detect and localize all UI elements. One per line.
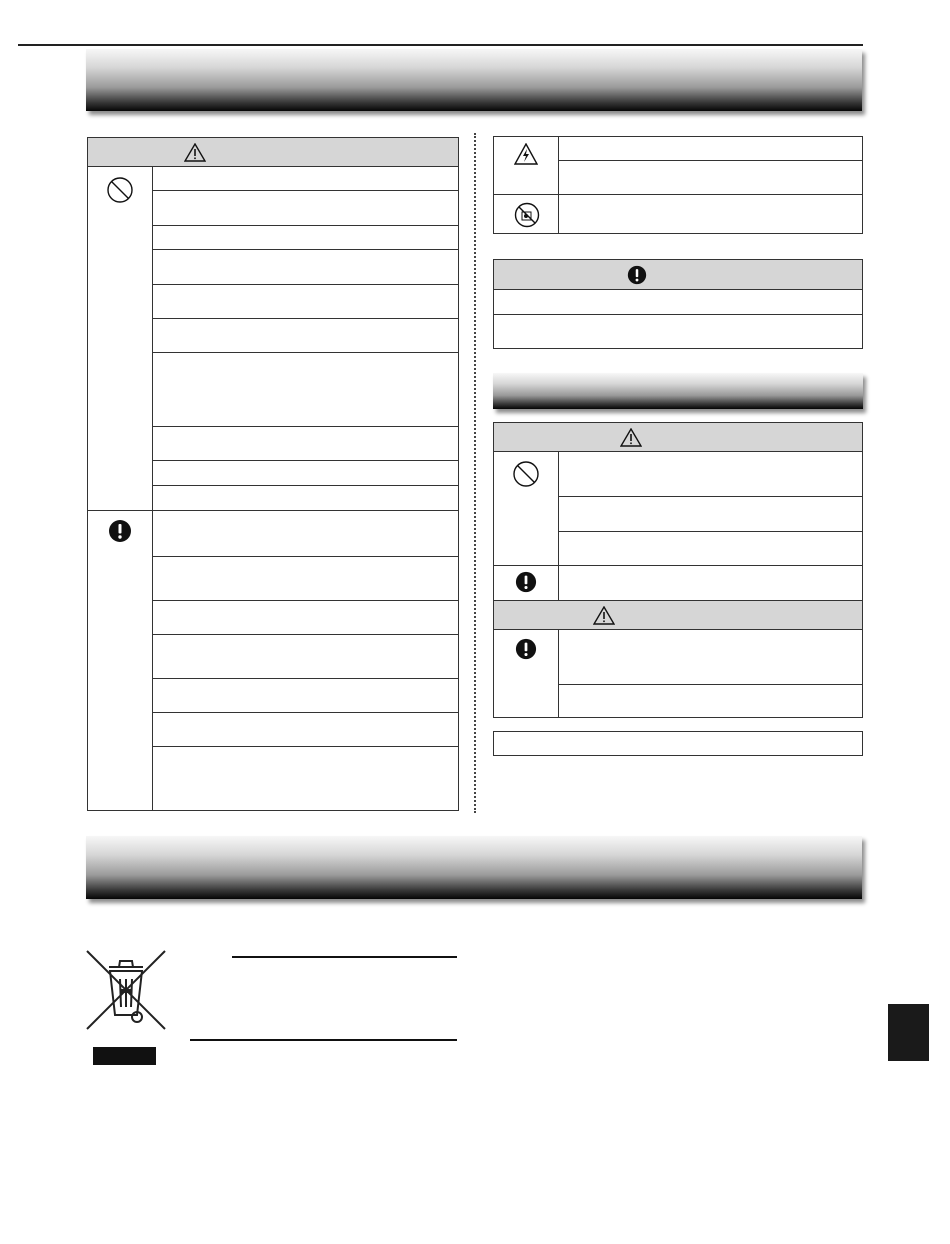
- cleaning-table: [493, 422, 863, 718]
- row-divider: [152, 284, 458, 285]
- table-row-text: [154, 428, 456, 434]
- table-row-text: [560, 163, 860, 169]
- mandatory-exclamation-icon: [515, 638, 537, 660]
- column-separator-dotted: [474, 133, 476, 813]
- table-row-text: [560, 499, 860, 505]
- table-row-text: [154, 168, 456, 174]
- electric-shock-icon: [514, 143, 538, 165]
- table-row-text: [154, 354, 456, 360]
- table-row-text: [560, 687, 860, 693]
- crossed-out-wheelie-bin-icon: [85, 949, 167, 1031]
- row-divider: [152, 225, 458, 226]
- table-row-text: [154, 251, 456, 257]
- table-row-text: [154, 192, 456, 198]
- note-box: [493, 731, 863, 756]
- cleaning-caution-header: [494, 600, 862, 630]
- table-row-text: [154, 462, 456, 468]
- chapter-tab: [888, 1004, 929, 1061]
- row-divider: [152, 485, 458, 486]
- table-row-text: [560, 569, 860, 575]
- cleaning-warning-header: [494, 423, 862, 452]
- note-text: [498, 735, 858, 741]
- table-row-text: [498, 317, 858, 323]
- row-divider: [152, 190, 458, 191]
- row-divider: [558, 531, 862, 532]
- caution-table-header: [494, 260, 862, 290]
- table-row-text: [154, 558, 456, 564]
- group-divider: [494, 565, 862, 566]
- warning-triangle-icon: [620, 428, 642, 447]
- disposal-bottom-rule: [190, 1039, 457, 1041]
- table-row-text: [154, 636, 456, 642]
- no-disassembly-icon: [514, 202, 540, 228]
- disposal-top-rule: [232, 956, 457, 958]
- row-divider: [558, 496, 862, 497]
- row-divider: [152, 460, 458, 461]
- mandatory-exclamation-icon: [515, 571, 537, 593]
- table-row-text: [154, 320, 456, 326]
- table-row-text: [154, 748, 456, 754]
- table-row-text: [154, 714, 456, 720]
- row-divider: [152, 712, 458, 713]
- bin-underline-bar: [93, 1047, 156, 1065]
- hazard-table: [493, 136, 863, 234]
- table-row-text: [154, 512, 456, 518]
- table-row-text: [154, 286, 456, 292]
- row-divider: [152, 556, 458, 557]
- row-divider: [152, 249, 458, 250]
- column-divider: [558, 452, 559, 600]
- row-divider: [152, 318, 458, 319]
- table-row-text: [154, 487, 456, 493]
- table-row-text: [154, 680, 456, 686]
- row-divider: [152, 746, 458, 747]
- mandatory-exclamation-icon: [627, 265, 647, 285]
- top-rule: [18, 44, 863, 46]
- table-row-text: [560, 197, 860, 203]
- column-divider: [152, 167, 153, 810]
- table-row-text: [560, 533, 860, 539]
- mandatory-exclamation-icon: [108, 519, 132, 543]
- row-divider: [558, 160, 862, 161]
- group-divider: [494, 194, 862, 195]
- caution-table: [493, 259, 863, 349]
- table-row-text: [498, 292, 858, 298]
- prohibition-icon: [512, 460, 540, 488]
- row-divider: [152, 426, 458, 427]
- section-banner-cleaning: [493, 373, 863, 409]
- row-divider: [558, 684, 862, 685]
- row-divider: [152, 678, 458, 679]
- warning-triangle-icon: [184, 143, 206, 162]
- prohibition-icon: [106, 176, 134, 204]
- section-banner-disposal: [86, 836, 862, 899]
- group-divider: [88, 510, 458, 511]
- disposal-text: [190, 962, 458, 968]
- warning-table-header: [88, 138, 458, 167]
- row-divider: [152, 634, 458, 635]
- row-divider: [152, 600, 458, 601]
- section-banner-safety: [86, 49, 862, 111]
- row-divider: [152, 352, 458, 353]
- table-row-text: [154, 227, 456, 233]
- table-row-text: [560, 632, 860, 638]
- table-row-text: [154, 602, 456, 608]
- warning-triangle-icon: [593, 606, 615, 625]
- column-divider: [558, 137, 559, 233]
- column-divider: [558, 630, 559, 717]
- table-row-text: [560, 454, 860, 460]
- row-divider: [494, 314, 862, 315]
- table-row-text: [560, 139, 860, 145]
- warning-table: [87, 137, 459, 811]
